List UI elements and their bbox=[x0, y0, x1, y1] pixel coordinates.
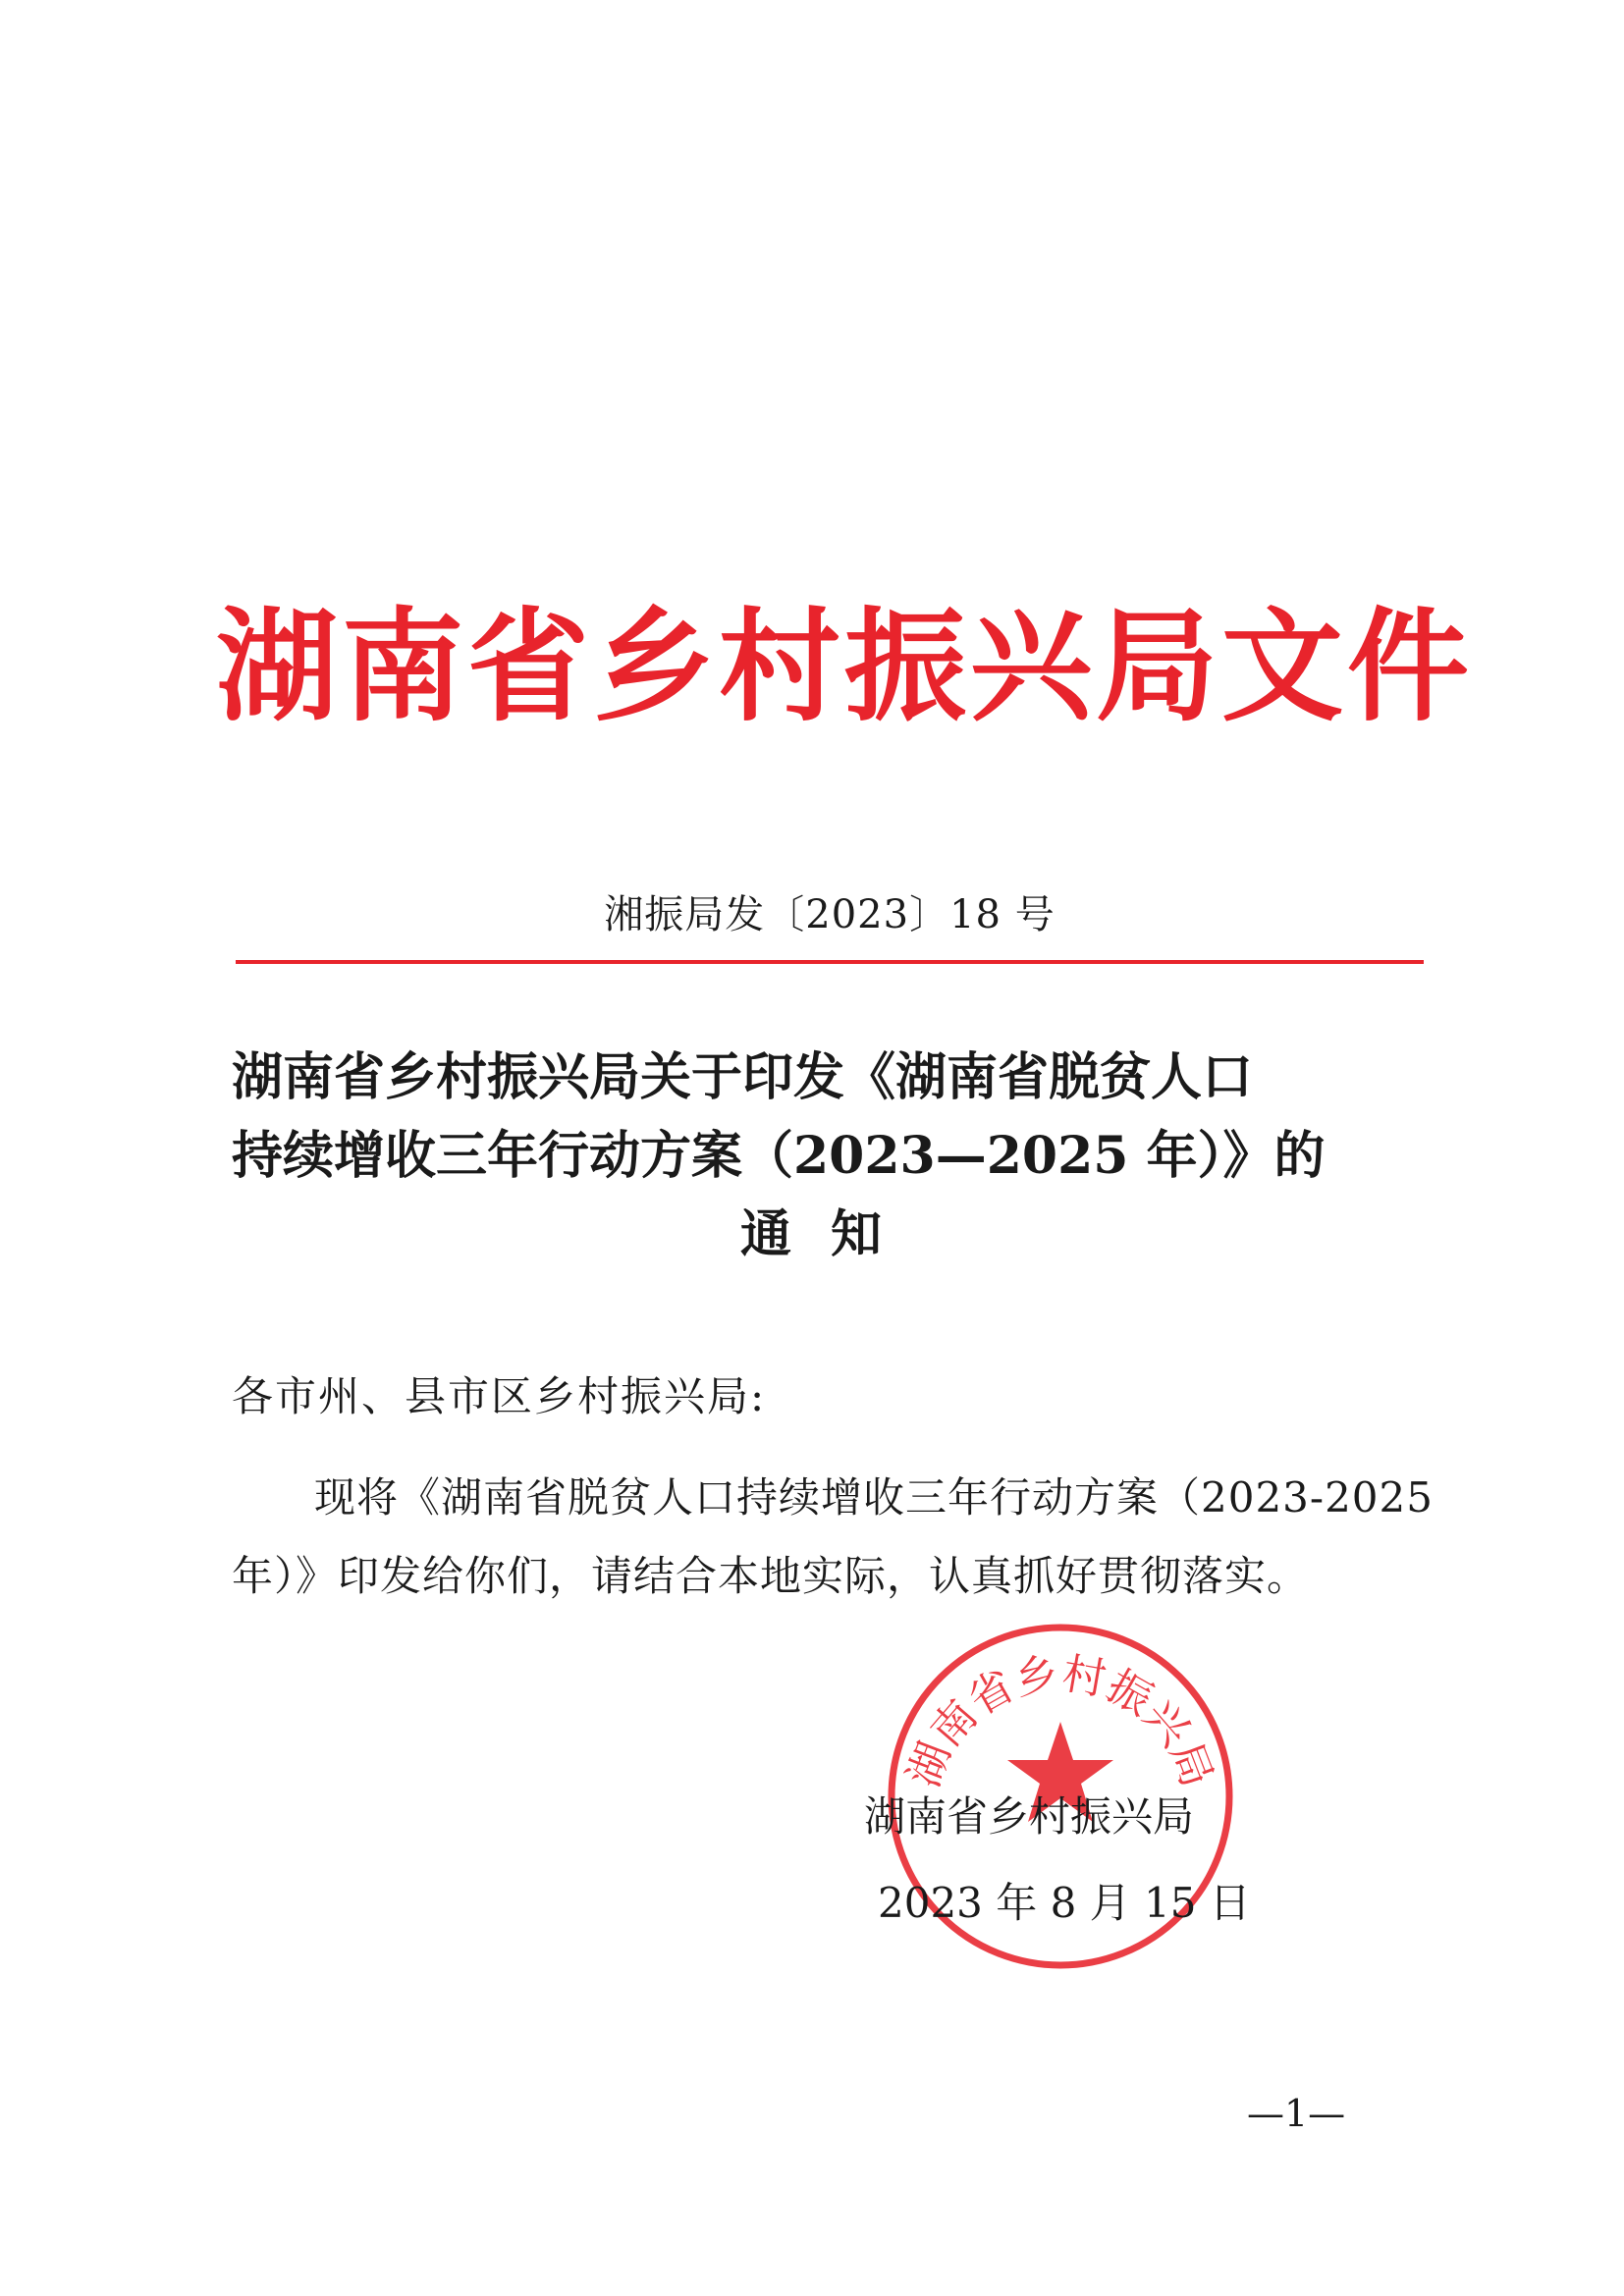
page-number: —1— bbox=[1247, 2092, 1346, 2135]
issuer-header: 湖南省乡村振兴局文件 bbox=[216, 596, 1474, 738]
document-number: 湘振局发〔2023〕18 号 bbox=[604, 892, 1056, 937]
body-paragraph: 现将《湖南省脱贫人口持续增收三年行动方案（2023-2025 年）》印发给你们，请结合本地实际，认真抓好贯彻落实。 bbox=[232, 1473, 1434, 1600]
signature-date: 2023 年 8 月 15 日 bbox=[878, 1879, 1251, 1927]
title-line-1: 湖南省乡村振兴局关于印发《湖南省脱贫人口 bbox=[232, 1047, 1254, 1107]
title-line-2: 持续增收三年行动方案（2023—2025 年）》的 bbox=[232, 1126, 1326, 1186]
seal-text: 湖南省乡村振兴局 bbox=[898, 1648, 1222, 1794]
recipient-line: 各市州、县市区乡村振兴局: bbox=[232, 1372, 767, 1420]
title-line-3: 通知 bbox=[739, 1204, 921, 1264]
signature-organization: 湖南省乡村振兴局 bbox=[864, 1792, 1195, 1841]
document-title bbox=[232, 1039, 1430, 1274]
red-divider-line bbox=[236, 960, 1424, 964]
